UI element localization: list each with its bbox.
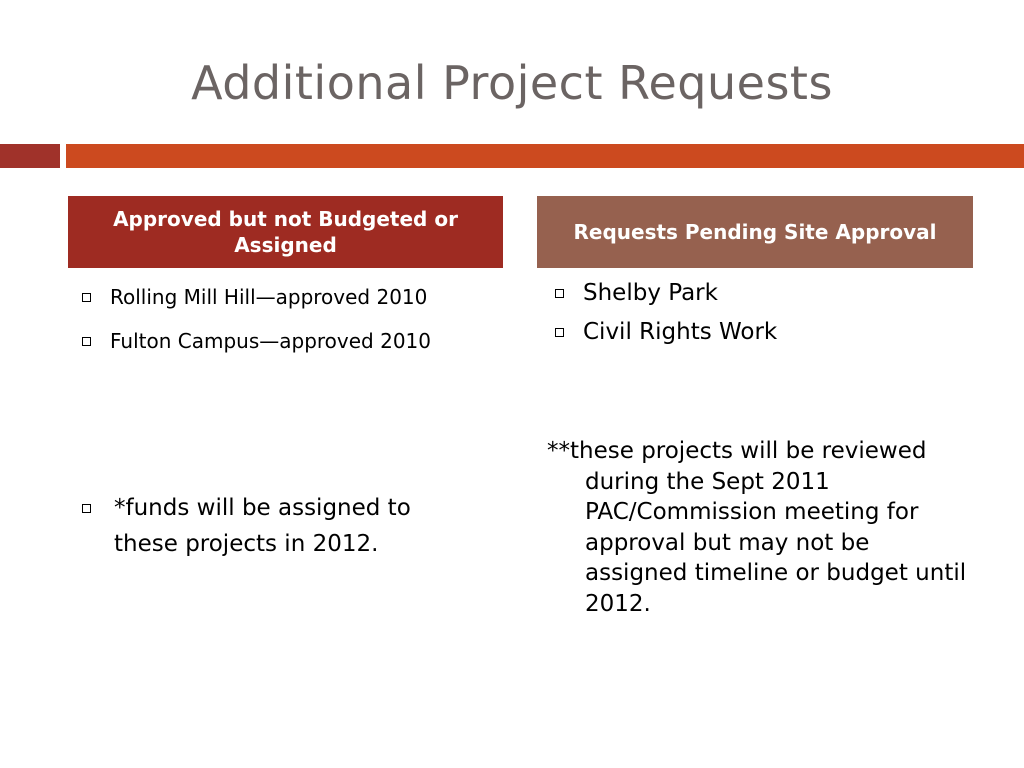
- slide-title: Additional Project Requests: [191, 56, 833, 110]
- title-accent-bar-orange: [66, 144, 1024, 168]
- square-bullet-icon: [82, 337, 91, 346]
- list-item-text: Civil Rights Work: [583, 319, 778, 345]
- right-column-list: [547, 278, 977, 356]
- title-accent-bar-dark: [0, 144, 60, 168]
- left-column-header-text: Approved but not Budgeted or Assigned: [113, 207, 458, 257]
- square-bullet-icon: [555, 328, 564, 337]
- list-item: [74, 282, 504, 312]
- list-item-text: Shelby Park: [583, 280, 718, 306]
- list-item-text: Fulton Campus—approved 2010: [110, 329, 432, 353]
- list-item-text: Rolling Mill Hill—approved 2010: [110, 285, 428, 309]
- left-column-note: [74, 490, 474, 562]
- right-column-note: **these projects will be reviewed during the Sept 2011 PAC/Commission meeting for approval but may not be assigned timeline or budget until 2012.: [547, 438, 967, 617]
- left-column-header: [68, 196, 503, 268]
- square-bullet-icon: [82, 293, 91, 302]
- right-column-header-text: Requests Pending Site Approval: [573, 220, 937, 244]
- square-bullet-icon: [555, 289, 564, 298]
- square-bullet-icon: [82, 504, 91, 513]
- left-column-note-text: *funds will be assigned to these projects in 2012.: [114, 495, 411, 557]
- right-column-header: [537, 196, 973, 268]
- list-item: [74, 326, 504, 356]
- list-item: [547, 317, 977, 347]
- left-column-list: [74, 282, 504, 370]
- list-item: [547, 278, 977, 308]
